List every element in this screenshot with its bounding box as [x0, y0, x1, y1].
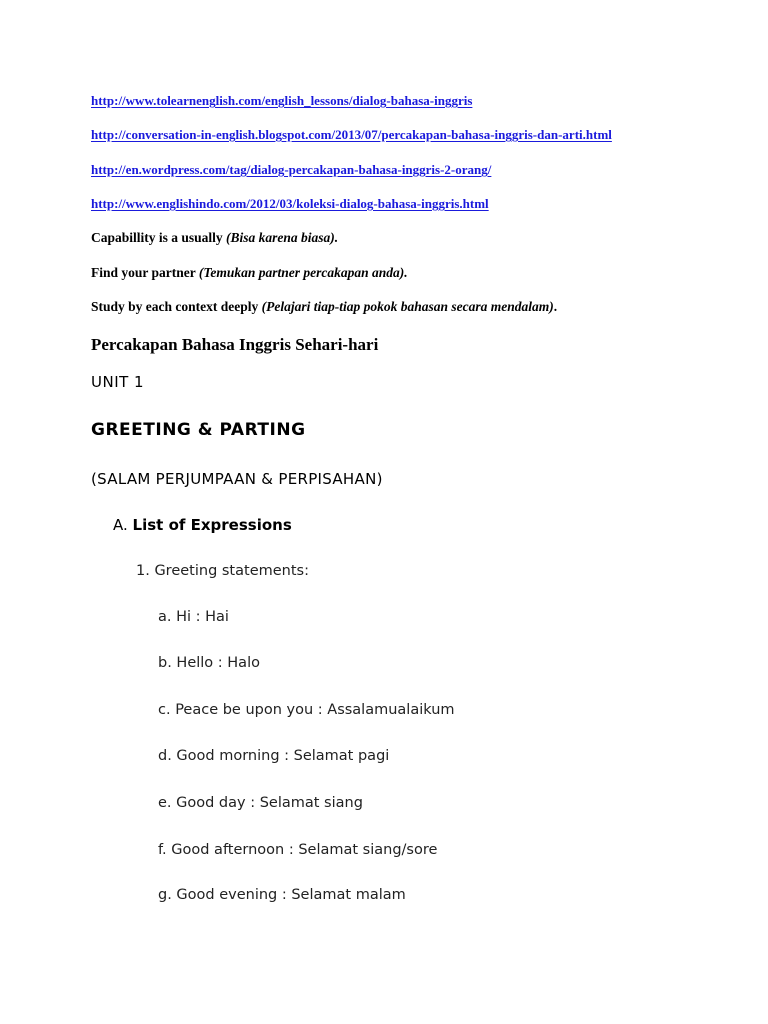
tip-end: .	[553, 299, 558, 314]
list-item: e. Good day : Selamat siang	[158, 795, 363, 811]
list-item: d. Good morning : Selamat pagi	[158, 748, 390, 764]
subsection-heading: 1. Greeting statements:	[136, 563, 309, 579]
tip-partner	[91, 265, 408, 281]
list-item: g. Good evening : Selamat malam	[158, 887, 406, 903]
link-tolearnenglish[interactable]: http://www.tolearnenglish.com/english_lessons/dialog-bahasa-inggris	[91, 93, 473, 108]
link-wordpress[interactable]: http://en.wordpress.com/tag/dialog-percakapan-bahasa-inggris-2-orang/	[91, 162, 492, 177]
list-item: b. Hello : Halo	[158, 655, 260, 671]
tip-text: Capabillity is a usually	[91, 230, 227, 245]
tip-translation: (Pelajari tiap-tiap pokok bahasan secara mendalam)	[261, 299, 554, 314]
list-item: a. Hi : Hai	[158, 609, 229, 625]
tip-translation: (Temukan partner percakapan anda).	[198, 265, 408, 280]
lesson-title: GREETING & PARTING	[91, 420, 306, 440]
list-item: c. Peace be upon you : Assalamualaikum	[158, 702, 455, 718]
link-conversation-blogspot[interactable]: http://conversation-in-english.blogspot.com/2013/07/percakapan-bahasa-inggris-dan-arti.html	[91, 127, 612, 142]
section-label: List of Expressions	[132, 516, 292, 534]
tip-text: Find your partner	[91, 265, 199, 280]
tip-text: Study by each context deeply	[91, 299, 262, 314]
document-title: Percakapan Bahasa Inggris Sehari-hari	[91, 335, 379, 354]
tip-capability	[91, 230, 338, 246]
link-englishindo[interactable]: http://www.englishindo.com/2012/03/koleksi-dialog-bahasa-inggris.html	[91, 196, 489, 211]
lesson-subtitle: (SALAM PERJUMPAAN & PERPISAHAN)	[91, 470, 383, 488]
tip-study	[91, 299, 557, 315]
unit-label: UNIT 1	[91, 373, 145, 391]
section-letter: A.	[113, 516, 128, 534]
section-heading	[113, 516, 292, 534]
tip-translation: (Bisa karena biasa).	[226, 230, 339, 245]
list-item: f. Good afternoon : Selamat siang/sore	[158, 842, 438, 858]
